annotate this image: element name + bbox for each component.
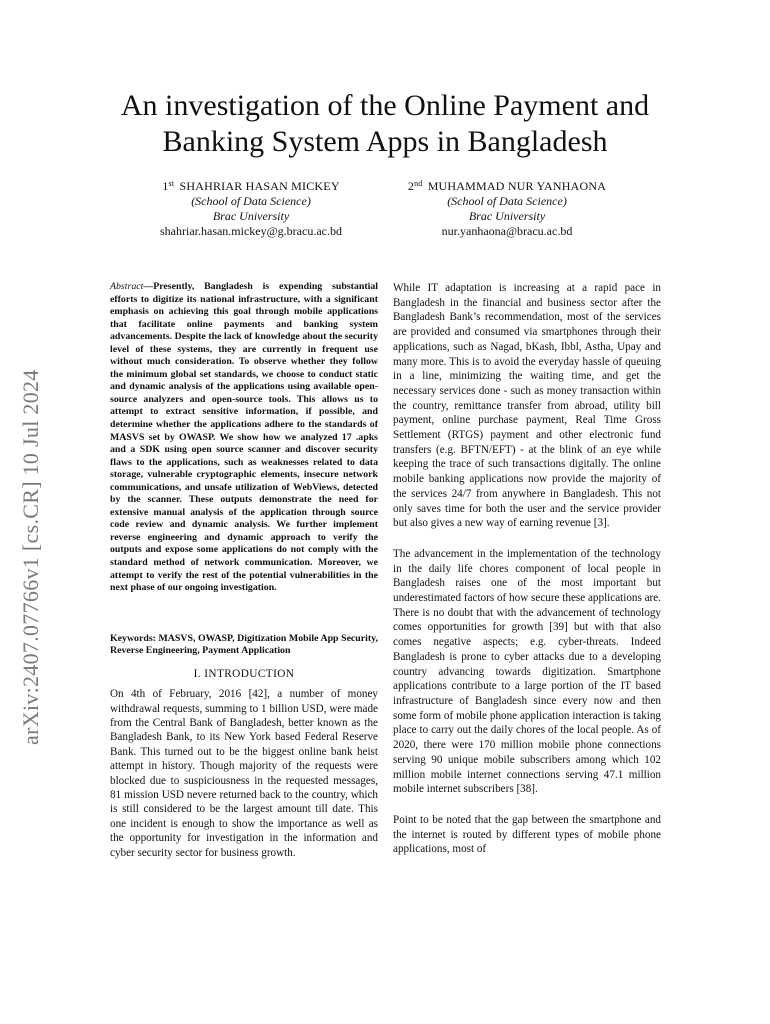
author-name-text: SHAHRIAR HASAN MICKEY [179,179,340,193]
author-affiliation: (School of Data Science) [447,194,567,208]
keywords: Keywords: MASVS, OWASP, Digitization Mobile App Security, Reverse Engineering, Payment Application [110,632,378,657]
author-name [111,176,391,194]
body-paragraph-1: While IT adaptation is increasing at a rapid pace in Bangladesh in the financial and business sector after the Bangladesh Bank’s recommendation, most of the services are provided and consumed via smartphones through their applications, such as Nagad, bKash, Ibbl, Astha, Upay and many more. This is to avoid the everyday hassle of queuing in a line, minimizing the waiting time, and get the necessary services done - such as money transaction within the country, remittance transfer from abroad, utility bill payment, online purchase payment, Real Time Gross Settlement (RTGS) payment and other electronic fund transfers (e.g. BFTN/EFT) - at the blink of an eye while keeping the trace of such transactions digitally. The online mobile banking applications now provide the majority of the services 24/7 from anywhere in Bangladesh. This not only saves time for both the user and the service provider but also gives a new way of earning revenue [3]. [393,282,661,530]
abstract-label: Abstract [110,281,144,292]
author-institution: Brac University [468,209,546,223]
author-institution: Brac University [212,209,290,223]
author-email[interactable]: nur.yanhaona@bracu.ac.bd [441,224,573,238]
left-column [110,281,378,860]
author-ordinal-suffix: st [168,179,175,188]
body-paragraph-2: The advancement in the implementation of the technology in the daily life chores component of local people in Bangladesh raises one of the most important but underestimated factors of how secure these applications are. There is no doubt that with the advancement of technology comes opportunities for growth [39] but with that also comes negative aspects; e.g. cyber-threats. Indeed Bangladesh is prone to cyber attacks due to a developing country advancing towards digitization. Smartphone applications contribute to a large portion of the IT based infrastructure of Bangladesh since every now and then some form of mobile phone application interaction is taking place to carry out the daily chores of the local people. As of 2020, there were 170 million mobile phone connections serving 90 unique mobile subscribers among which 102 million mobile internet connections serving 47.1 million mobile internet subscribers [38]. [393,547,661,796]
paper-title: An investigation of the Online Payment and Banking System Apps in Bangladesh [120,89,650,158]
section-heading: I. INTRODUCTION [193,667,295,680]
author-ordinal: 1 [162,179,169,193]
body-paragraph-3: Point to be noted that the gap between the smartphone and the internet is routed by different types of mobile phone applications, most of [393,813,661,856]
author-block-2 [367,176,647,239]
author-ordinal-suffix: nd [414,179,423,188]
author-email[interactable]: shahriar.hasan.mickey@g.bracu.ac.bd [160,224,342,238]
author-block-1 [111,176,391,239]
author-ordinal: 2 [407,179,415,193]
abstract [110,281,378,595]
author-name-text: MUHAMMAD NUR YANHAONA [427,179,607,193]
author-affiliation: (School of Data Science) [191,194,311,208]
right-column [393,281,661,857]
intro-paragraph: On 4th of February, 2016 [42], a number of money withdrawal requests, summing to 1 billion USD, were made from the Central Bank of Bangladesh, better known as the Bangladesh Bank, to its New York based Federal Reserve Bank. This turned out to be the biggest online bank heist attempt in history. Though majority of the requests were blocked due to suspiciousness in the requested messages, 81 mission USD nevere returned back to the country, which is still considered to be the largest amount till date. This one incident is enough to show the importance as well as the opportunity for investigation in the information and cyber security sector for business growth. [110,688,378,859]
abstract-text: —Presently, Bangladesh is expending substantial efforts to digitize its national infrastructure, with a significant emphasis on achieving this goal through mobile applications that facilitate online payments and banking system advancements. Despite the lack of knowledge about the security level of these systems, they are currently in frequent use without much consideration. To observe whether they follow the minimum global set standards, we choose to conduct static and dynamic analysis of the applications using available open-source analyzers and open-source tools. This allows us to attempt to extract sensitive information, if possible, and determine whether the applications adhere to the standards of MASVS set by OWASP. We show how we analyzed 17 .apks and a SDK using open source scanner and discover security flaws to the applications, such as weaknesses related to data storage, vulnerable cryptographic elements, insecure network communications, and unsafe utilization of WebViews, detected by the scanner. These outputs demonstrate the need for extensive manual analysis of the application through source code review and dynamic analysis. We further implement reverse engineering and dynamic approach to verify the outputs and expose some applications do not comply with the standard method of network communication. Moreover, we attempt to verify the rest of the potential vulnerabilities in the next phase of our ongoing investigation. [110,281,378,594]
author-name [367,176,647,194]
arxiv-identifier: arXiv:2407.07766v1 [cs.CR] 10 Jul 2024 [18,369,43,745]
